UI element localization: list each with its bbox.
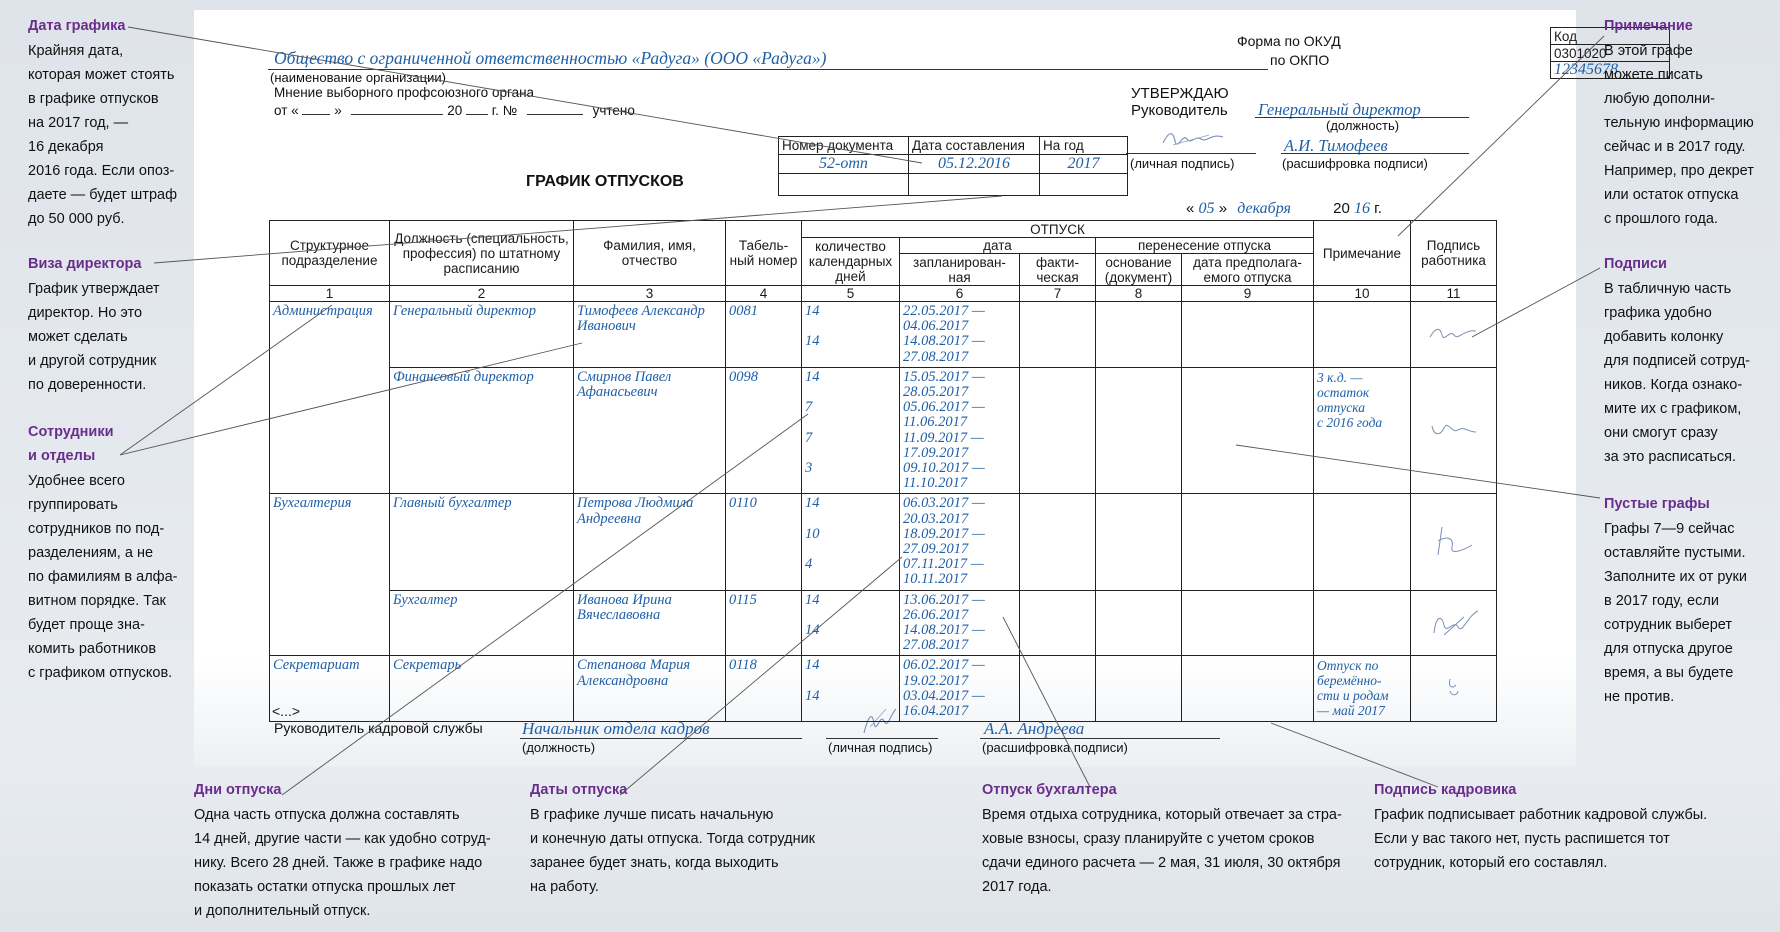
col-number: 9: [1182, 286, 1314, 302]
approve-label: УТВЕРЖДАЮ: [1131, 85, 1229, 102]
employee-signature: [1434, 673, 1474, 701]
annotation-body: В этой графе можете писать любую дополни- тельную информацию сейчас и в 2017 году. Например, про декрет или остаток отпуска с прошлого года.: [1604, 43, 1754, 227]
sign-underline: [1126, 153, 1256, 154]
employee-signature: [1424, 323, 1484, 343]
annotation-title: Отпуск бухгалтера: [982, 782, 1117, 798]
okpo-label: по ОКПО: [1270, 52, 1330, 68]
date-year-prefix: 20: [1333, 200, 1350, 217]
date-year: 16: [1353, 200, 1370, 217]
hr-sign-underline: [826, 738, 938, 739]
unit-cell: Бухгалтерия: [273, 495, 352, 512]
col-number: 8: [1096, 286, 1182, 302]
annotation-body: Удобнее всего группировать сотрудников по под- разделениям, а не по фамилиям в алфа- витном порядке. Так будет проще зна- комить работников с графиком отпусков.: [28, 473, 178, 681]
org-name: Общество с ограниченной ответственностью «Радуга» (ООО «Радуга»): [274, 48, 827, 68]
th-date: дата: [900, 238, 1096, 254]
annotation-title: Примечание: [1604, 18, 1693, 34]
days-cell: 14 14: [805, 303, 820, 350]
head-label: Руководитель: [1131, 102, 1228, 119]
annotation-empty-columns: [1604, 492, 1774, 709]
hr-name-underline: [980, 738, 1220, 739]
col-number: 6: [900, 286, 1020, 302]
annotation-title: Виза директора: [28, 256, 142, 272]
th-basis: основание (документ): [1096, 254, 1182, 286]
planned-dates-cell: 06.02.2017 — 19.02.2017 03.04.2017 — 16.04.2017: [903, 657, 985, 720]
th-position: Должность (специальность, профессия) по штатному расписанию: [390, 221, 574, 286]
head-name: А.И. Тимофеев: [1284, 136, 1388, 155]
okpo-code: 12345678: [1551, 62, 1670, 79]
decode-caption: (расшифровка подписи): [1282, 156, 1428, 171]
annotation-title: Дата графика: [28, 18, 126, 34]
head-position-caption: (должность): [1326, 118, 1400, 133]
annotation-body: В графике лучше писать начальную и конечную даты отпуска. Тогда сотрудник заранее будет знать, когда выходить на работу.: [530, 807, 816, 895]
hr-position: Начальник отдела кадров: [522, 719, 710, 738]
hr-label: Руководитель кадровой службы: [274, 720, 483, 736]
name-cell: Степанова Мария Александровна: [577, 657, 691, 689]
th-days: количество календарных дней: [802, 238, 900, 286]
director-signature: [1159, 127, 1229, 151]
employee-signature: [1424, 418, 1484, 440]
union-taken: учтено: [592, 103, 635, 118]
unit-cell: Секретариат: [273, 657, 360, 674]
days-cell: 14 7 7 3: [805, 368, 820, 477]
col-number: 2: [390, 286, 574, 302]
th-expected: дата предполага-емого отпуска: [1182, 254, 1314, 286]
tab-cell: 0118: [729, 657, 757, 674]
union-year: 20: [447, 103, 463, 118]
tab-cell: 0115: [729, 591, 757, 608]
annotation-schedule-date: [28, 14, 198, 231]
sign-caption: (личная подпись): [1130, 156, 1235, 171]
th-employee-sign: Подпись работника: [1411, 221, 1497, 286]
col-number: 4: [726, 286, 802, 302]
annotation-body: График подписывает работник кадровой службы. Если у вас такого нет, пусть распишется тот сотрудник, который его составлял.: [1374, 807, 1708, 871]
annotation-staff-departments: [28, 420, 198, 685]
col-number: 7: [1020, 286, 1096, 302]
annotation-title: Дни отпуска: [194, 782, 282, 798]
tab-cell: 0110: [729, 495, 757, 512]
date-open: «: [1186, 200, 1195, 217]
date-close: »: [1218, 200, 1228, 217]
annotation-vacation-dates: [530, 778, 850, 899]
annotation-body: Крайняя дата, которая может стоять в графике отпусков на 2017 год, — 16 декабря 2016 года. Если опоз- даете — будет штраф до 50 000 руб.: [28, 43, 178, 227]
vacation-schedule-table: [269, 220, 1497, 722]
annotation-hr-signature: [1374, 778, 1754, 875]
days-cell: 14 10 4: [805, 495, 820, 573]
position-cell: Главный бухгалтер: [393, 495, 512, 512]
position-cell: Бухгалтер: [393, 591, 458, 608]
col-number: 5: [802, 286, 900, 302]
doc-year-header: На год: [1040, 137, 1128, 155]
annotation-title: Подпись кадровика: [1374, 782, 1517, 798]
hr-sign-caption: (личная подпись): [828, 740, 933, 755]
position-cell: Секретарь: [393, 657, 462, 674]
employee-signature: [1424, 605, 1484, 639]
okud-label: Форма по ОКУД: [1237, 33, 1341, 49]
table-row: [270, 656, 1497, 722]
annotation-body: Одна часть отпуска должна составлять 14 дней, другие части — как удобно сотруд- нику. Всего 28 дней. Также в графике надо показать остатки отпуска прошлых лет и дополнительный отпуск.: [194, 807, 491, 919]
annotation-vacation-days: [194, 778, 514, 923]
annotation-title: Пустые графы: [1604, 496, 1710, 512]
name-cell: Смирнов Павел Афанасьевич: [577, 368, 672, 401]
hr-name: А.А. Андреева: [984, 719, 1085, 738]
planned-dates-cell: 13.06.2017 — 26.06.2017 14.08.2017 — 27.08.2017: [903, 591, 985, 654]
table-row: [270, 302, 1497, 368]
annotation-note: [1604, 14, 1774, 231]
annotation-body: В табличную часть графика удобно добавить колонку для подписей сотруд- ников. Когда ознако- мите их с графиком, они смогут сразу за это расписаться.: [1604, 281, 1751, 465]
col-number: 11: [1411, 286, 1497, 302]
hr-position-caption: (должность): [522, 740, 596, 755]
column-numbers-row: [270, 286, 1497, 302]
th-note: Примечание: [1314, 221, 1411, 286]
table-row: [270, 590, 1497, 656]
hr-position-underline: [520, 738, 802, 739]
annotation-body: Графы 7—9 сейчас оставляйте пустыми. Заполните их от руки в 2017 году, если сотрудник выберет для отпуска другое время, а вы будете не против.: [1604, 521, 1747, 705]
annotation-accountant-vacation: [982, 778, 1362, 899]
doc-date: 05.12.2016: [909, 155, 1040, 174]
position-cell: Финансовый директор: [393, 368, 534, 385]
union-date-open: от «: [274, 103, 299, 118]
th-tab-number: Табель-ный номер: [726, 221, 802, 286]
head-name-underline: [1281, 153, 1469, 154]
annotation-body: Время отдыха сотрудника, который отвечает за стра- ховые взносы, сразу планируйте с учетом сроков сдачи единого расчета — 2 мая, 31 июля, 30 октября 2017 года.: [982, 807, 1342, 895]
col-number: 10: [1314, 286, 1411, 302]
planned-dates-cell: 06.03.2017 — 20.03.2017 18.09.2017 — 27.09.2017 07.11.2017 — 10.11.2017: [903, 495, 985, 588]
th-name: Фамилия, имя, отчество: [574, 221, 726, 286]
col-number: 3: [574, 286, 726, 302]
th-actual: факти-ческая: [1020, 254, 1096, 286]
union-date-close: »: [334, 103, 342, 118]
col-number: 1: [270, 286, 390, 302]
name-cell: Иванова Ирина Вячеславовна: [577, 591, 672, 623]
date-g: г.: [1374, 200, 1382, 217]
hr-decode-caption: (расшифровка подписи): [982, 740, 1128, 755]
schedule-date: [1186, 200, 1382, 217]
planned-dates-cell: 15.05.2017 — 28.05.2017 05.06.2017 — 11.06.2017 11.09.2017 — 17.09.2017 09.10.2017 — 11.10.2017: [903, 368, 985, 492]
table-row: [270, 494, 1497, 590]
head-position: Генеральный директор: [1258, 100, 1421, 119]
okud-code: 0301020: [1551, 45, 1670, 62]
tab-cell: 0098: [729, 368, 758, 385]
th-unit: Структурное подразделение: [270, 221, 390, 286]
annotation-signatures: [1604, 252, 1774, 469]
doc-number: 52-отп: [779, 155, 909, 174]
annotation-title: Сотрудники и отделы: [28, 424, 114, 464]
code-header: Код: [1551, 28, 1670, 45]
th-vacation: ОТПУСК: [802, 221, 1314, 238]
planned-dates-cell: 22.05.2017 — 04.06.2017 14.08.2017 — 27.08.2017: [903, 303, 985, 365]
days-cell: 14 14: [805, 591, 820, 639]
employee-signature: [1424, 521, 1484, 561]
annotation-title: Даты отпуска: [530, 782, 628, 798]
union-opinion: Мнение выборного профсоюзного органа: [274, 85, 535, 100]
doc-date-header: Дата составления: [909, 137, 1040, 155]
name-cell: Петрова Людмила Андреевна: [577, 495, 694, 527]
name-cell: Тимофеев Александр Иванович: [577, 303, 705, 335]
unit-cell: Администрация: [273, 303, 373, 319]
th-transfer: перенесение отпуска: [1096, 238, 1314, 254]
annotation-body: График утверждает директор. Но это может сделать и другой сотрудник по доверенности.: [28, 281, 160, 393]
annotation-title: Подписи: [1604, 256, 1667, 272]
doc-year: 2017: [1040, 155, 1128, 174]
doc-number-header: Номер документа: [779, 137, 909, 155]
days-cell: 14 14: [805, 657, 820, 704]
annotation-director-visa: [28, 252, 198, 397]
date-day: 05: [1198, 200, 1215, 217]
position-cell: Генеральный директор: [393, 303, 537, 319]
document-box: [778, 136, 1128, 196]
more-rows-marker: <...>: [272, 703, 301, 719]
union-date-line: [274, 103, 635, 118]
org-caption: (наименование организации): [270, 70, 446, 85]
union-number: г. №: [491, 103, 518, 118]
date-month: декабря: [1237, 200, 1291, 217]
th-planned: запланирован-ная: [900, 254, 1020, 286]
tab-cell: 0081: [729, 303, 758, 319]
page-title: ГРАФИК ОТПУСКОВ: [526, 173, 684, 190]
note-cell: Отпуск по беремённо- сти и родам — май 2017: [1317, 658, 1389, 719]
table-row: [270, 367, 1497, 494]
note-cell: 3 к.д. — остаток отпуска с 2016 года: [1317, 369, 1383, 430]
